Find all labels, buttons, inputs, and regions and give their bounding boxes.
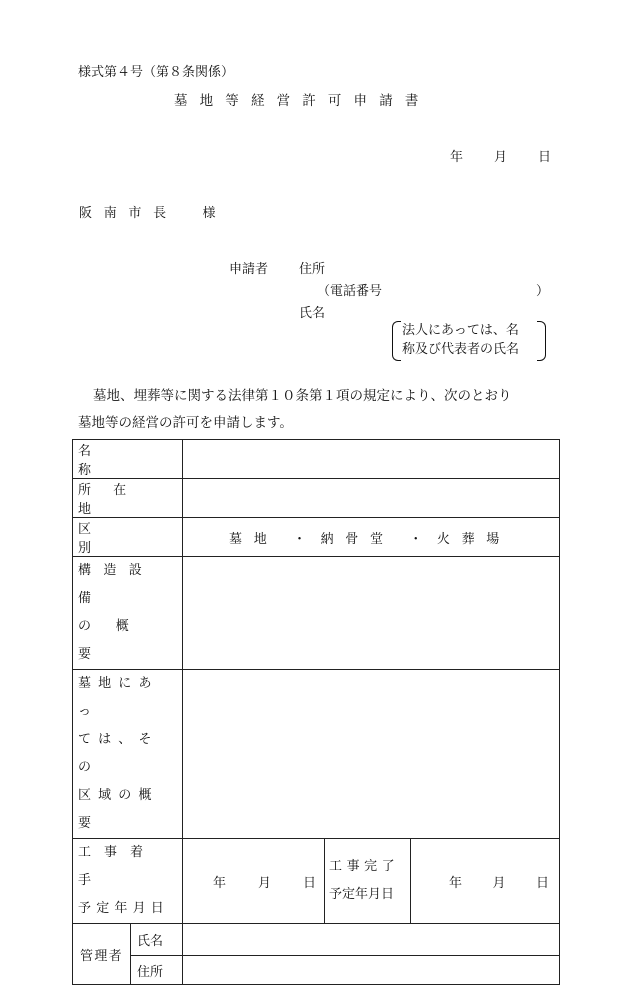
structure-label-line2: の概要 bbox=[78, 619, 154, 662]
start-label-line2: 予定年月日 bbox=[78, 901, 170, 916]
completion-year-label: 年 bbox=[449, 875, 463, 891]
body-text-line1: 墓地、埋葬等に関する法律第１０条第１項の規定により、次のとおり bbox=[93, 388, 512, 404]
corporate-note-line2: 称及び代表者の氏名 bbox=[402, 342, 520, 357]
area-label-line2: ては、その bbox=[78, 732, 159, 775]
manager-name-label: 氏名 bbox=[137, 934, 164, 949]
name-label-cell bbox=[73, 440, 183, 479]
start-day-label: 日 bbox=[302, 875, 316, 891]
completion-label-line1: 工事完了 bbox=[329, 859, 400, 874]
completion-month-label: 月 bbox=[492, 875, 506, 891]
start-month-label: 月 bbox=[258, 875, 272, 891]
applicant-phone-close: ） bbox=[536, 284, 550, 299]
row-name bbox=[73, 440, 560, 479]
right-brace bbox=[537, 321, 546, 361]
location-label-text: 所在地 bbox=[78, 483, 149, 517]
date-year-label: 年 bbox=[450, 150, 464, 165]
category-label-cell bbox=[73, 518, 183, 557]
row-manager-address bbox=[73, 956, 560, 985]
category-option-crematorium[interactable]: 火葬場 bbox=[436, 531, 511, 547]
manager-name-label-cell bbox=[131, 924, 183, 956]
category-separator-1: ・ bbox=[293, 531, 307, 547]
applicant-phone-label: （電話番号 bbox=[317, 284, 383, 299]
manager-label-cell bbox=[73, 924, 131, 985]
corporate-note-line1: 法人にあっては、名 bbox=[402, 323, 519, 338]
area-label-cell bbox=[73, 670, 183, 839]
row-structure bbox=[73, 557, 560, 670]
form-number: 様式第４号（第８条関係） bbox=[78, 65, 235, 80]
applicant-name-label: 氏名 bbox=[299, 306, 326, 321]
manager-name-field[interactable] bbox=[183, 924, 560, 956]
category-options-cell bbox=[183, 518, 560, 557]
date-day-label: 日 bbox=[538, 150, 552, 165]
left-brace bbox=[392, 321, 401, 361]
area-label-line1: 墓地にあっ bbox=[78, 676, 159, 719]
completion-date-field[interactable] bbox=[411, 839, 560, 924]
manager-address-label: 住所 bbox=[137, 964, 164, 980]
category-separator-2: ・ bbox=[409, 531, 423, 547]
completion-day-label: 日 bbox=[536, 875, 550, 891]
category-label-text: 区別 bbox=[78, 522, 157, 556]
row-location bbox=[73, 479, 560, 518]
date-month-label: 月 bbox=[494, 150, 508, 165]
start-label-line1: 工事着手 bbox=[78, 845, 157, 888]
manager-label: 管理者 bbox=[80, 948, 123, 964]
start-date-field[interactable] bbox=[183, 839, 325, 924]
name-field[interactable] bbox=[183, 440, 560, 479]
area-label-line3: 区域の概要 bbox=[78, 788, 159, 831]
structure-field[interactable] bbox=[183, 557, 560, 670]
body-text-line2: 墓地等の経営の許可を申請します。 bbox=[78, 415, 293, 431]
location-label-cell bbox=[73, 479, 183, 518]
structure-label-line1: 構造設備 bbox=[78, 563, 155, 606]
completion-label-line2: 予定年月日 bbox=[329, 887, 395, 902]
start-year-label: 年 bbox=[213, 875, 227, 891]
application-table bbox=[72, 439, 560, 985]
category-option-cemetery[interactable]: 墓地 bbox=[229, 531, 279, 547]
applicant-address-label: 住所 bbox=[299, 262, 326, 277]
start-label-cell bbox=[73, 839, 183, 924]
manager-address-label-cell bbox=[131, 956, 183, 985]
structure-label-cell bbox=[73, 557, 183, 670]
completion-label-cell bbox=[325, 839, 411, 924]
addressee: 阪南市長 様 bbox=[79, 206, 228, 221]
row-category bbox=[73, 518, 560, 557]
area-field[interactable] bbox=[183, 670, 560, 839]
category-option-ossuary[interactable]: 納骨堂 bbox=[320, 531, 395, 547]
document-title: 墓地等経営許可申請書 bbox=[174, 93, 431, 109]
applicant-label: 申請者 bbox=[229, 262, 269, 277]
manager-address-field[interactable] bbox=[183, 956, 560, 985]
name-label-text: 名称 bbox=[78, 444, 146, 478]
row-manager-name bbox=[73, 924, 560, 956]
row-construction-dates bbox=[73, 839, 560, 924]
name-label bbox=[73, 440, 182, 478]
location-field[interactable] bbox=[183, 479, 560, 518]
row-area bbox=[73, 670, 560, 839]
